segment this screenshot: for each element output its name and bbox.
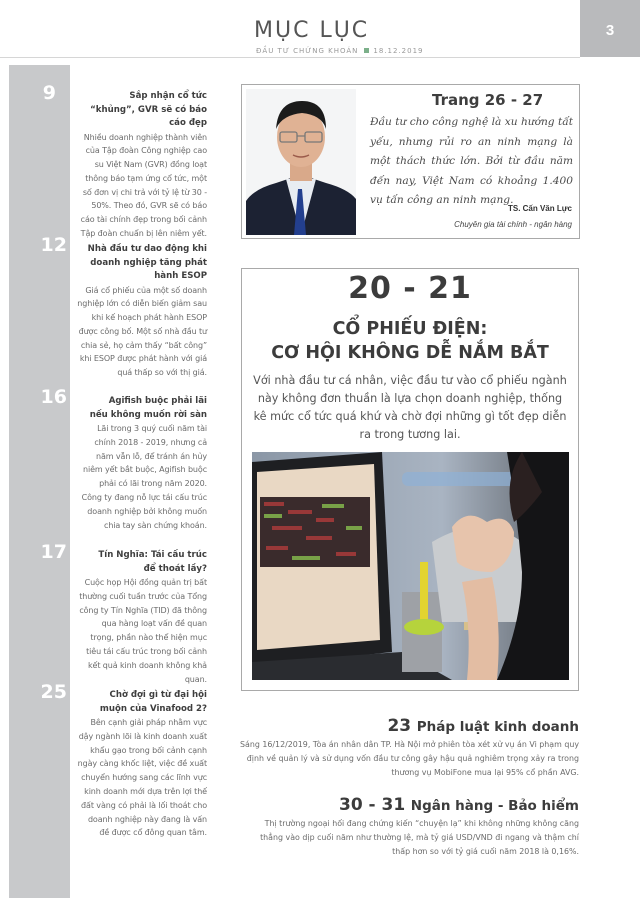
section-heading[interactable] [229,716,579,736]
toc-description: Cuộc họp Hội đồng quản trị bất thường cuối tuần trước của Tổng công ty Tín Nghĩa (TID) đã thông qua hàng loạt vấn đề quan trọng, phần nào thể hiện mục tiêu tái cấu trúc trong bối cảnh kết quả kinh doanh không khả quan. [79,578,207,684]
section-description: Sáng 16/12/2019, Tòa án nhân dân TP. Hà Nội mở phiên tòa xét xử vụ án Vi phạm quy định về quản lý và sử dụng vốn đầu tư công gây hậu quả nghiêm trọng xảy ra trong thương vụ MobiFone mua lại 95% cổ phần AVG. [239,740,579,777]
portrait-photo [246,89,356,235]
section-heading[interactable] [249,795,579,815]
toc-page-number: 25 [40,681,67,703]
toc-title[interactable]: Chờ đợi gì từ đại hội muộn của Vinafood 2? [99,690,207,714]
expert-quote-box[interactable] [241,84,580,239]
toc-title[interactable]: Tín Nghĩa: Tái cấu trúc để thoát lầy? [98,550,207,574]
toc-page-number: 9 [42,82,56,104]
quote-page-ref[interactable]: Trang 26 - 27 [432,91,544,109]
feature-article-box[interactable] [241,268,579,691]
toc-description: Giá cổ phiếu của một số doanh nghiệp lớn có diễn biến giảm sau khi kế hoạch phát hành ESOP được công bố. Một số nhà đầu tư chia sẻ, họ cảm thấy “bất công” khi ESOP được phát hành với giá quá thấp so với thị giá. [77,285,207,378]
feature-photo [252,452,569,680]
feature-title[interactable] [242,317,578,365]
page-title: MỤC LỤC [254,18,370,43]
quote-author-role: Chuyên gia tài chính - ngân hàng [454,220,572,229]
toc-description: Lãi trong 3 quý cuối năm tài chính 2018 - 2019, nhưng cả năm vẫn lỗ, để tránh án hủy niêm yết bắt buộc, Agifish buộc phải có lãi trong năm 2020. Công ty đang nỗ lực tái cấu trúc doanh nghiệp bởi không muốn chia tay sàn chứng khoán. [81,424,207,530]
page-number: 3 [605,22,615,39]
publication-name: ĐẦU TƯ CHỨNG KHOÁN [256,47,359,55]
toc-title[interactable]: Agifish buộc phải lãi nếu không muốn rời sàn [89,396,207,420]
toc-title[interactable]: Nhà đầu tư dao động khi doanh nghiệp tăng phát hành ESOP [87,244,207,281]
toc-description: Bên cạnh giải pháp nhằm vực dậy ngành lõi là kinh doanh xuất khẩu gạo trong bối cảnh cạnh ngày càng khốc liệt, việc đề xuất chuyển hướng sang các lĩnh vực kinh doanh mới dựa trên lợi thế đất vàng có phải là lối thoát cho doanh nghiệp này đang là vấn đề được cổ đông quan tâm. [77,718,207,838]
issue-date: 18.12.2019 [373,47,424,55]
section-phap-luat[interactable] [229,716,579,780]
quote-text: Đầu tư cho công nghệ là xu hướng tất yếu, nhưng rủi ro an ninh mạng là một thách thức lớn. Bởi từ đầu năm đến nay, Việt Nam có khoảng 1.400 vụ tấn công an ninh mạng. [370,116,573,207]
trader-at-monitor-photo-icon [252,452,569,680]
toc-title[interactable]: Sắp nhận cổ tức “khủng”, GVR sẽ có báo cáo đẹp [90,91,207,128]
feature-title-line-2: CƠ HỘI KHÔNG DỄ NẮM BẮT [271,343,549,363]
feature-description: Với nhà đầu tư cá nhân, việc đầu tư vào cổ phiếu ngành này không đơn thuần là lựa chọn doanh nghiệp, thống kê mức cổ tức quá khứ và chờ đợi những gì tốt đẹp diễn ra trong tương lai. [253,374,567,441]
toc-page-number: 16 [40,386,67,408]
section-label: Ngân hàng - Bảo hiểm [410,798,579,814]
toc-page-number: 12 [40,234,67,256]
square-bullet-icon [364,48,369,53]
section-ngan-hang[interactable] [249,795,579,859]
sidebar-bar [9,65,70,898]
toc-page-number: 17 [40,541,67,563]
feature-title-line-1: CỔ PHIẾU ĐIỆN: [332,319,488,339]
publication-line [256,47,423,56]
section-page-number: 23 [387,716,412,736]
header-divider [0,57,580,58]
section-page-number: 30 - 31 [338,795,406,815]
quote-author: TS. Cấn Văn Lực [507,204,572,213]
feature-page-ref: 20 - 21 [348,271,472,306]
toc-description: Nhiều doanh nghiệp thành viên của Tập đoàn Công nghiệp cao su Việt Nam (GVR) đồng loạt thông báo tạm ứng cổ tức, một số đơn vị chi trả với tỷ lệ từ 30 - 50%. Theo đó, GVR sẽ có báo cáo tài chính đẹp trong bối cảnh Tập đoàn chuẩn bị lên niêm yết. [80,132,207,239]
page-number-tab [580,0,640,57]
section-label: Pháp luật kinh doanh [416,719,579,735]
person-portrait-icon [246,89,356,235]
section-description: Thị trường ngoại hối đang chứng kiến “chuyện lạ” khi không những không căng thẳng vào dịp cuối năm như thường lệ, mà tỷ giá USD/VND đi ngang và thậm chí thấp hơn so với tỷ giá cuối năm 2018 là 0,16%. [260,819,579,856]
